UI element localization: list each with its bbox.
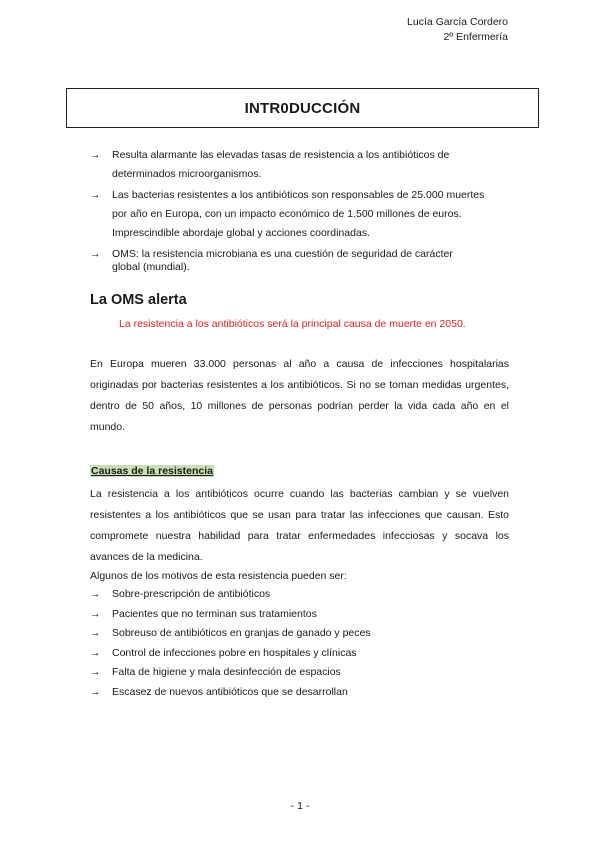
author-name: Lucía García Cordero <box>407 16 508 28</box>
europe-paragraph: En Europa mueren 33.000 personas al año a causa de infecciones hospitalarias originadas por bacterias resistentes a los antibióticos. Si no se toman medidas urgentes, dentro de 50 años, 10 millones de personas podrían perder la vida cada año en el mundo. <box>90 358 509 433</box>
reasons-list <box>90 585 510 703</box>
reason-text: Sobre-prescripción de antibióticos <box>112 588 271 600</box>
bullet-line: por año en Europa, con un impacto económico de 1.500 millones de euros. <box>112 208 462 220</box>
causes-heading: Causas de la resistencia <box>91 465 213 477</box>
list-item <box>90 624 510 644</box>
oms-alert-text: La resistencia a los antibióticos será la principal causa de muerte en 2050. <box>119 318 466 330</box>
list-item <box>90 186 510 243</box>
arrow-right-icon: → <box>90 248 101 260</box>
list-item <box>90 146 510 184</box>
reason-text: Sobreuso de antibióticos en granjas de ganado y peces <box>112 627 371 640</box>
arrow-right-icon: → <box>90 646 101 659</box>
page-header <box>407 15 508 45</box>
page-number: - 1 - <box>290 800 310 812</box>
bullet-line: Imprescindible abordaje global y acciones coordinadas. <box>112 227 370 239</box>
reason-text: Pacientes que no terminan sus tratamientos <box>112 607 317 620</box>
list-item <box>90 644 510 664</box>
page-title: INTR0DUCCIÓN <box>244 99 361 117</box>
list-item <box>90 585 510 605</box>
bullet-line: OMS: la resistencia microbiana es una cuestión de seguridad de carácter <box>112 248 453 260</box>
reason-text: Escasez de nuevos antibióticos que se desarrollan <box>112 685 348 698</box>
causes-paragraph: La resistencia a los antibióticos ocurre cuando las bacterias cambian y se vuelven resistentes a los antibióticos que se usan para tratar las infecciones que causan. Esto compromete nuestra habilidad para tratar enfermedades infecciosas y socava los avances de la medicina. <box>90 488 509 563</box>
bullet-line: Resulta alarmante las elevadas tasas de resistencia a los antibióticos de <box>112 149 450 161</box>
title-box <box>66 88 539 128</box>
intro-bullet-list <box>90 146 510 276</box>
course-label: 2º Enfermería <box>443 31 508 43</box>
arrow-right-icon: → <box>90 607 101 620</box>
list-item <box>90 605 510 625</box>
bullet-line: determinados microorganismos. <box>112 168 262 180</box>
arrow-right-icon: → <box>90 666 101 679</box>
list-item <box>90 248 510 274</box>
oms-heading: La OMS alerta <box>90 292 187 308</box>
arrow-right-icon: → <box>90 189 101 201</box>
reasons-intro: Algunos de los motivos de esta resistencia pueden ser: <box>90 570 347 582</box>
arrow-right-icon: → <box>90 685 101 698</box>
arrow-right-icon: → <box>90 588 101 600</box>
reason-text: Falta de higiene y mala desinfección de espacios <box>112 666 341 679</box>
bullet-line: global (mundial). <box>112 261 190 273</box>
reason-text: Control de infecciones pobre en hospitales y clínicas <box>112 646 357 659</box>
list-item <box>90 683 510 703</box>
arrow-right-icon: → <box>90 627 101 640</box>
bullet-line: Las bacterias resistentes a los antibióticos son responsables de 25.000 muertes <box>112 189 485 201</box>
arrow-right-icon: → <box>90 149 101 161</box>
list-item <box>90 663 510 683</box>
